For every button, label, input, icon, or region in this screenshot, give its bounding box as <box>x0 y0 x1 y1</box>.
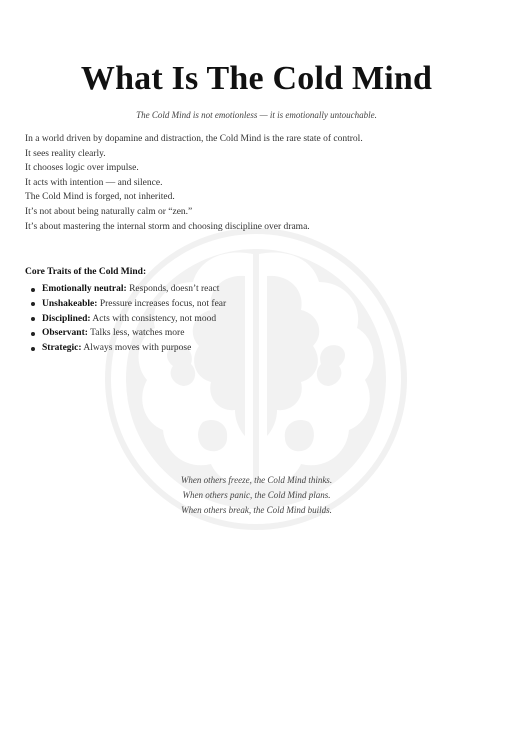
trait-description: Talks less, watches more <box>87 328 185 339</box>
intro-line: In a world driven by dopamine and distraction, the Cold Mind is the rare state of control. <box>25 134 363 144</box>
intro-paragraph <box>25 132 495 234</box>
trait-item <box>31 341 226 356</box>
trait-description: Acts with consistency, not mood <box>90 313 217 324</box>
trait-description: Always moves with purpose <box>81 343 192 354</box>
page-title: What Is The Cold Mind <box>80 60 433 97</box>
traits-heading: Core Traits of the Cold Mind: <box>25 267 147 277</box>
trait-name: Disciplined: <box>42 313 91 324</box>
intro-line: It acts with intention — and silence. <box>25 177 163 188</box>
trait-name: Strategic: <box>42 343 82 354</box>
bullet-icon <box>31 288 35 292</box>
trait-name: Emotionally neutral: <box>42 284 127 294</box>
quote-line: When others break, the Cold Mind builds. <box>181 505 332 516</box>
quote-line: When others freeze, the Cold Mind thinks. <box>180 475 333 485</box>
bullet-icon <box>31 302 35 306</box>
page-subtitle: The Cold Mind is not emotionless — it is emotionally untouchable. <box>136 110 377 120</box>
trait-name: Observant: <box>42 328 88 339</box>
intro-line: It chooses logic over impulse. <box>25 163 139 174</box>
trait-item <box>31 326 226 341</box>
trait-item <box>31 282 226 297</box>
intro-line: It sees reality clearly. <box>25 148 106 159</box>
quote-line: When others panic, the Cold Mind plans. <box>182 490 331 501</box>
trait-name: Unshakeable: <box>42 298 98 309</box>
trait-item <box>31 312 226 327</box>
closing-quote <box>0 473 513 519</box>
traits-list <box>31 282 226 356</box>
bullet-icon <box>31 317 35 321</box>
trait-item <box>31 297 226 312</box>
intro-line: It’s about mastering the internal storm and choosing discipline over drama. <box>25 221 310 232</box>
bullet-icon <box>31 332 35 336</box>
intro-line: The Cold Mind is forged, not inherited. <box>25 192 175 203</box>
trait-description: Pressure increases focus, not fear <box>97 298 227 309</box>
intro-line: It’s not about being naturally calm or “zen.” <box>25 206 193 217</box>
bullet-icon <box>31 347 35 351</box>
trait-description: Responds, doesn’t react <box>126 284 220 294</box>
